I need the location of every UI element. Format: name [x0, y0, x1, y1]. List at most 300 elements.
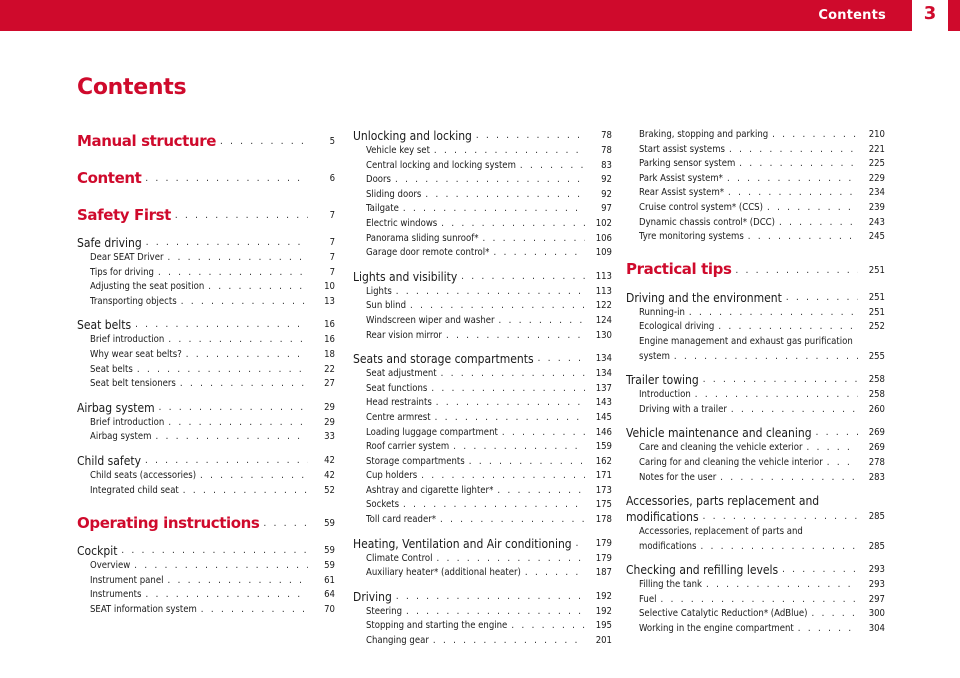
- leader-dots: [689, 306, 858, 321]
- toc-entry-sub[interactable]: [353, 246, 612, 261]
- leader-dots: [827, 456, 858, 471]
- toc-entry-sub[interactable]: [353, 498, 612, 513]
- toc-entry-label: Dynamic chassis control* (DCC): [639, 216, 775, 228]
- toc-page-number: 260: [868, 403, 885, 415]
- toc-page-number: 33: [324, 431, 335, 443]
- toc-entry-label: Sockets: [366, 499, 400, 511]
- leader-dots: [706, 578, 858, 593]
- toc-entry-label: Airbag system: [90, 431, 152, 443]
- toc-page-number: 269: [868, 427, 885, 439]
- leader-dots: [461, 269, 585, 285]
- toc-page-number: 124: [595, 314, 612, 326]
- toc-entry-label: Start assist systems: [639, 143, 725, 155]
- toc-page-number: 59: [324, 518, 335, 530]
- toc-page-number: 61: [324, 574, 335, 586]
- leader-dots: [499, 314, 585, 329]
- toc-page-number: 106: [595, 232, 612, 244]
- toc-page-number: 92: [601, 174, 612, 186]
- toc-page-number: 29: [324, 416, 335, 428]
- toc-entry-sub[interactable]: [626, 320, 885, 335]
- toc-page-number: 258: [868, 389, 885, 401]
- toc-entry-sub[interactable]: [353, 382, 612, 397]
- leader-dots: [167, 251, 308, 266]
- toc-entry-sec[interactable]: [77, 400, 335, 416]
- toc-entry-sub[interactable]: [626, 456, 885, 471]
- toc-page-number: 192: [595, 605, 612, 617]
- toc-entry-sec[interactable]: [626, 425, 885, 441]
- toc-page-number: 29: [324, 401, 335, 413]
- toc-entry-sub[interactable]: [353, 513, 612, 528]
- leader-dots: [538, 351, 585, 367]
- toc-entry-label: Climate Control: [366, 552, 433, 564]
- toc-entry-sub[interactable]: [626, 593, 885, 608]
- toc-entry-sec[interactable]: [353, 128, 612, 144]
- toc-entry-label: Seat belt tensioners: [90, 378, 176, 390]
- toc-entry-sec[interactable]: [353, 269, 612, 285]
- toc-page-number: 122: [595, 300, 612, 312]
- leader-dots: [440, 513, 585, 528]
- toc-entry-sec[interactable]: [626, 290, 885, 306]
- page-header-bar: [0, 0, 960, 31]
- leader-dots: [718, 320, 858, 335]
- toc-entry-label: Cruise control system* (CCS): [639, 201, 763, 213]
- leader-dots: [434, 144, 585, 159]
- leader-dots: [406, 605, 585, 620]
- leader-dots: [525, 566, 585, 581]
- toc-entry-sec[interactable]: [353, 536, 612, 552]
- toc-page-number: 252: [868, 321, 885, 333]
- toc-column-1: [77, 128, 335, 618]
- toc-entry-label: Driving: [353, 589, 392, 604]
- leader-dots: [145, 173, 308, 184]
- toc-entry-label: Windscreen wiper and washer: [366, 314, 495, 326]
- toc-page-number: 143: [595, 397, 612, 409]
- toc-entry-sub[interactable]: [353, 605, 612, 620]
- leader-dots: [146, 235, 308, 251]
- leader-dots: [502, 426, 585, 441]
- toc-entry-sub[interactable]: [626, 335, 885, 364]
- toc-page-number: 27: [324, 378, 335, 390]
- toc-entry-sub[interactable]: [77, 280, 335, 295]
- toc-entry-label: Heating, Ventilation and Air conditioning: [353, 536, 572, 551]
- toc-entry-sub[interactable]: [353, 285, 612, 300]
- toc-entry-sub[interactable]: [77, 469, 335, 484]
- leader-dots: [469, 455, 585, 470]
- toc-entry-label: Seat functions: [366, 382, 428, 394]
- leader-dots: [493, 246, 585, 261]
- toc-entry-label: Seat belts: [90, 363, 133, 375]
- leader-dots: [395, 173, 585, 188]
- toc-entry-label: Seat adjustment: [366, 368, 437, 380]
- leader-dots: [201, 603, 308, 618]
- toc-entry-label: Sliding doors: [366, 188, 422, 200]
- toc-entry-label: Park Assist system*: [639, 172, 723, 184]
- toc-page-number: 269: [868, 442, 885, 454]
- toc-entry-sub[interactable]: [77, 430, 335, 445]
- leader-dots: [145, 588, 308, 603]
- toc-entry-sub[interactable]: [353, 469, 612, 484]
- toc-page-number: 210: [868, 129, 885, 140]
- toc-entry-label: Driving with a trailer: [639, 403, 727, 415]
- toc-entry-label: Accessories, replacement of parts and: [639, 526, 803, 538]
- toc-entry-sub[interactable]: [77, 559, 335, 574]
- leader-dots: [435, 411, 585, 426]
- toc-entry-sub[interactable]: [77, 416, 335, 431]
- toc-page-number: 239: [868, 201, 885, 213]
- toc-entry-sec[interactable]: [626, 562, 885, 578]
- toc-page-number: 300: [868, 608, 885, 620]
- toc-entry-label: Engine management and exhaust gas purification: [639, 335, 853, 347]
- toc-entry-label: Rear Assist system*: [639, 187, 725, 199]
- toc-entry-sub[interactable]: [353, 396, 612, 411]
- leader-dots: [145, 453, 308, 469]
- leader-dots: [421, 469, 585, 484]
- toc-entry-label: Notes for the user: [639, 471, 717, 483]
- toc-entry-label: Instrument panel: [90, 574, 164, 586]
- leader-dots: [786, 290, 858, 306]
- toc-entry-label: Transporting objects: [90, 295, 177, 307]
- toc-page-number: 70: [324, 603, 335, 615]
- toc-page-number: 113: [595, 270, 612, 282]
- toc-entry-sub[interactable]: [353, 411, 612, 426]
- toc-page-number: 201: [595, 635, 612, 647]
- toc-entry-label: SEAT information system: [90, 603, 197, 615]
- leader-dots: [137, 363, 308, 378]
- toc-page-number: 221: [868, 143, 885, 155]
- toc-entry-sub[interactable]: [353, 299, 612, 314]
- toc-entry-sub[interactable]: [77, 484, 335, 499]
- leader-dots: [782, 562, 858, 578]
- leader-dots: [436, 396, 585, 411]
- leader-dots: [135, 317, 308, 333]
- toc-entry-major[interactable]: [77, 165, 335, 190]
- leader-dots: [729, 143, 858, 158]
- toc-entry-major[interactable]: [77, 510, 335, 535]
- toc-entry-label-cont: modifications: [626, 510, 699, 525]
- toc-entry-label: Toll card reader*: [366, 514, 436, 526]
- toc-entry-sub[interactable]: [77, 377, 335, 392]
- toc-page-number: 162: [595, 455, 612, 467]
- toc-page-number: 173: [595, 484, 612, 496]
- toc-entry-label: Tips for driving: [90, 266, 154, 278]
- leader-dots: [183, 484, 308, 499]
- toc-entry-label: Loading luggage compartment: [366, 426, 498, 438]
- toc-page-number: 283: [868, 471, 885, 483]
- toc-page-number: 7: [329, 252, 335, 263]
- toc-entry-sub[interactable]: [626, 143, 885, 158]
- toc-entry-sub[interactable]: [353, 159, 612, 174]
- toc-entry-sub[interactable]: [353, 566, 612, 581]
- toc-entry-sub[interactable]: [626, 201, 885, 216]
- toc-entry-label: Lights: [366, 285, 392, 297]
- toc-page-number: 251: [868, 306, 885, 318]
- toc-page-number: 52: [324, 484, 335, 496]
- toc-entry-label: Why wear seat belts?: [90, 348, 182, 360]
- toc-entry-label: Accessories, parts replacement and: [626, 494, 820, 509]
- toc-entry-sub[interactable]: [626, 578, 885, 593]
- toc-page-number: 109: [595, 247, 612, 259]
- toc-page-number: 134: [595, 368, 612, 380]
- toc-entry-sec[interactable]: [77, 543, 335, 559]
- toc-entry-label: Safe driving: [77, 236, 142, 250]
- leader-dots: [511, 619, 585, 634]
- toc-entry-label-cont: modifications: [639, 540, 697, 552]
- toc-entry-label: Steering: [366, 605, 403, 617]
- toc-page-number: 13: [324, 295, 335, 307]
- leader-dots: [433, 634, 585, 649]
- toc-entry-sec[interactable]: [626, 372, 885, 388]
- toc-page-number: 18: [324, 348, 335, 360]
- toc-entry-label: Panorama sliding sunroof*: [366, 232, 479, 244]
- toc-page-number: 59: [324, 560, 335, 572]
- leader-dots: [431, 382, 585, 397]
- leader-dots: [520, 159, 585, 174]
- header-title: Contents: [818, 8, 886, 23]
- toc-page-number: 293: [868, 579, 885, 591]
- toc-page-number: 59: [324, 545, 335, 557]
- leader-dots: [410, 299, 585, 314]
- leader-dots: [158, 266, 308, 281]
- toc-entry-sub[interactable]: [626, 403, 885, 418]
- toc-entry-label: Parking sensor system: [639, 158, 736, 170]
- leader-dots: [453, 440, 585, 455]
- leader-dots: [208, 280, 308, 295]
- leader-dots: [812, 607, 859, 622]
- toc-entry-label: Cockpit: [77, 544, 118, 559]
- toc-page-number: 195: [595, 620, 612, 632]
- toc-entry-sec[interactable]: [77, 235, 335, 251]
- toc-entry-label: Checking and refilling levels: [626, 563, 779, 578]
- toc-entry-label: Tailgate: [366, 203, 399, 215]
- toc-entry-sub[interactable]: [77, 333, 335, 348]
- leader-dots: [660, 593, 858, 608]
- toc-page-number: 130: [595, 329, 612, 341]
- leader-dots: [703, 509, 858, 525]
- toc-entry-sub[interactable]: [626, 216, 885, 231]
- toc-entry-major[interactable]: [77, 128, 335, 153]
- leader-dots: [263, 518, 308, 529]
- toc-entry-major[interactable]: [626, 257, 885, 282]
- toc-entry-sub[interactable]: [626, 441, 885, 456]
- toc-entry-label-cont: system: [639, 350, 670, 362]
- toc-entry-sub[interactable]: [77, 588, 335, 603]
- toc-entry-sub[interactable]: [353, 144, 612, 159]
- toc-entry-sub[interactable]: [77, 363, 335, 378]
- toc-page-number: 234: [868, 187, 885, 199]
- toc-page-number: 16: [324, 319, 335, 331]
- toc-page-number: 171: [595, 470, 612, 482]
- toc-entry-sub[interactable]: [626, 186, 885, 201]
- toc-entry-sub[interactable]: [353, 484, 612, 499]
- leader-dots: [134, 559, 308, 574]
- toc-entry-label: Integrated child seat: [90, 484, 179, 496]
- toc-page-number: 92: [601, 188, 612, 200]
- toc-page-number: 7: [329, 237, 335, 248]
- toc-entry-label: Garage door remote control*: [366, 247, 490, 259]
- toc-entry-sub[interactable]: [353, 552, 612, 567]
- toc-entry-label: Content: [77, 168, 142, 187]
- toc-page-number: 278: [868, 456, 885, 468]
- toc-entry-sub[interactable]: [77, 266, 335, 281]
- toc-page-number: 7: [329, 210, 335, 221]
- toc-page-number: 251: [868, 291, 885, 303]
- toc-entry-sub[interactable]: [353, 455, 612, 470]
- toc-page-number: 255: [868, 350, 885, 362]
- toc-entry-label: Centre armrest: [366, 411, 431, 423]
- leader-dots: [181, 295, 308, 310]
- toc-entry-label: Instruments: [90, 589, 142, 601]
- toc-page-number: 5: [329, 136, 335, 147]
- toc-page-number: 243: [868, 216, 885, 228]
- toc-entry-sub[interactable]: [353, 314, 612, 329]
- toc-entry-sub[interactable]: [353, 619, 612, 634]
- toc-page-number: 145: [595, 411, 612, 423]
- toc-entry-label: Filling the tank: [639, 579, 702, 591]
- toc-page-number: 83: [601, 159, 612, 171]
- toc-page-number: 187: [595, 567, 612, 579]
- toc-entry-sub[interactable]: [626, 471, 885, 486]
- toc-entry-label: Vehicle maintenance and cleaning: [626, 426, 812, 441]
- leader-dots: [798, 622, 858, 637]
- toc-entry-sec[interactable]: [626, 493, 885, 525]
- leader-dots: [168, 333, 308, 348]
- toc-entry-sub[interactable]: [353, 188, 612, 203]
- toc-entry-sub[interactable]: [626, 622, 885, 637]
- toc-entry-label: Cup holders: [366, 470, 418, 482]
- toc-entry-sub[interactable]: [77, 348, 335, 363]
- toc-entry-label: Auxiliary heater* (additional heater): [366, 567, 521, 579]
- toc-entry-label: Lights and visibility: [353, 269, 458, 284]
- toc-column-3: [626, 128, 885, 637]
- toc-entry-sub[interactable]: [77, 251, 335, 266]
- toc-entry-sub[interactable]: [626, 128, 885, 143]
- leader-dots: [220, 136, 308, 147]
- toc-entry-label: Child safety: [77, 453, 141, 468]
- toc-entry-sub[interactable]: [77, 574, 335, 589]
- leader-dots: [731, 403, 858, 418]
- toc-entry-label: Overview: [90, 560, 131, 572]
- toc-page-number: 245: [868, 231, 885, 243]
- toc-entry-label: Unlocking and locking: [353, 129, 472, 143]
- leader-dots: [767, 201, 858, 216]
- toc-entry-sub[interactable]: [626, 306, 885, 321]
- leader-dots: [403, 498, 585, 513]
- toc-entry-label: Sun blind: [366, 300, 406, 312]
- toc-entry-sub[interactable]: [353, 367, 612, 382]
- leader-dots: [155, 430, 308, 445]
- toc-entry-sub[interactable]: [77, 295, 335, 310]
- leader-dots: [476, 128, 585, 144]
- toc-page-number: 134: [595, 353, 612, 365]
- toc-entry-label: Ecological driving: [639, 321, 715, 333]
- toc-entry-sec[interactable]: [77, 453, 335, 469]
- toc-entry-major[interactable]: [77, 202, 335, 227]
- leader-dots: [175, 210, 308, 221]
- toc-page-number: 285: [868, 540, 885, 552]
- toc-entry-sub[interactable]: [353, 329, 612, 344]
- toc-page-number: 297: [868, 593, 885, 605]
- toc-entry-label: Selective Catalytic Reduction* (AdBlue): [639, 608, 808, 620]
- leader-dots: [159, 400, 308, 416]
- leader-dots: [727, 172, 858, 187]
- toc-entry-sub[interactable]: [353, 440, 612, 455]
- toc-page-number: 192: [595, 590, 612, 602]
- toc-entry-sub[interactable]: [626, 388, 885, 403]
- leader-dots: [200, 469, 308, 484]
- toc-entry-label: Seats and storage compartments: [353, 352, 534, 367]
- toc-entry-sub[interactable]: [353, 217, 612, 232]
- toc-entry-sec[interactable]: [353, 351, 612, 367]
- toc-page-number: 22: [324, 363, 335, 375]
- leader-dots: [403, 202, 585, 217]
- toc-page-number: 42: [324, 469, 335, 481]
- toc-entry-sub[interactable]: [626, 525, 885, 554]
- toc-entry-label: Caring for and cleaning the vehicle interior: [639, 456, 823, 468]
- toc-entry-sub[interactable]: [626, 172, 885, 187]
- toc-entry-label: Seat belts: [77, 318, 132, 333]
- leader-dots: [703, 372, 858, 388]
- toc-entry-label: Stopping and starting the engine: [366, 620, 508, 632]
- toc-page-number: 16: [324, 334, 335, 346]
- toc-page-number: 7: [329, 266, 335, 278]
- toc-entry-sub[interactable]: [353, 202, 612, 217]
- toc-entry-sub[interactable]: [626, 157, 885, 172]
- toc-entry-sub[interactable]: [353, 232, 612, 247]
- leader-dots: [576, 536, 585, 552]
- leader-dots: [446, 329, 585, 344]
- toc-entry-label: Brief introduction: [90, 416, 165, 428]
- toc-entry-label: Fuel: [639, 593, 657, 605]
- toc-page-number: 229: [868, 172, 885, 184]
- toc-entry-label: Changing gear: [366, 635, 429, 647]
- toc-entry-sub[interactable]: [353, 426, 612, 441]
- toc-entry-sub[interactable]: [353, 173, 612, 188]
- toc-page-number: 78: [601, 130, 612, 141]
- leader-dots: [425, 188, 585, 203]
- toc-entry-sub[interactable]: [353, 634, 612, 649]
- toc-entry-label: Driving and the environment: [626, 290, 782, 305]
- leader-dots: [396, 285, 585, 300]
- toc-entry-label: Braking, stopping and parking: [639, 129, 769, 140]
- leader-dots: [748, 230, 858, 245]
- toc-entry-sub[interactable]: [77, 603, 335, 618]
- toc-entry-label: Ashtray and cigarette lighter*: [366, 484, 494, 496]
- leader-dots: [441, 367, 585, 382]
- page-title: Contents: [77, 75, 187, 100]
- toc-entry-label: Trailer towing: [626, 373, 699, 388]
- toc-entry-sub[interactable]: [626, 230, 885, 245]
- toc-page-number: 293: [868, 564, 885, 576]
- toc-entry-label: Head restraints: [366, 397, 432, 409]
- toc-entry-label: Central locking and locking system: [366, 159, 516, 171]
- leader-dots: [772, 128, 858, 143]
- toc-entry-label: Airbag system: [77, 400, 155, 415]
- toc-page-number: 304: [868, 623, 885, 635]
- toc-entry-sec[interactable]: [77, 317, 335, 333]
- toc-page-number: 10: [324, 281, 335, 293]
- toc-page-number: 42: [324, 454, 335, 466]
- leader-dots: [121, 543, 308, 559]
- toc-entry-sub[interactable]: [626, 607, 885, 622]
- leader-dots: [695, 388, 858, 403]
- toc-entry-sec[interactable]: [353, 589, 612, 605]
- toc-entry-label: Electric windows: [366, 217, 438, 229]
- toc-entry-label: Roof carrier system: [366, 441, 450, 453]
- toc-entry-label: Dear SEAT Driver: [90, 252, 164, 263]
- leader-dots: [701, 540, 858, 555]
- leader-dots: [483, 232, 585, 247]
- toc-page-number: 225: [868, 158, 885, 170]
